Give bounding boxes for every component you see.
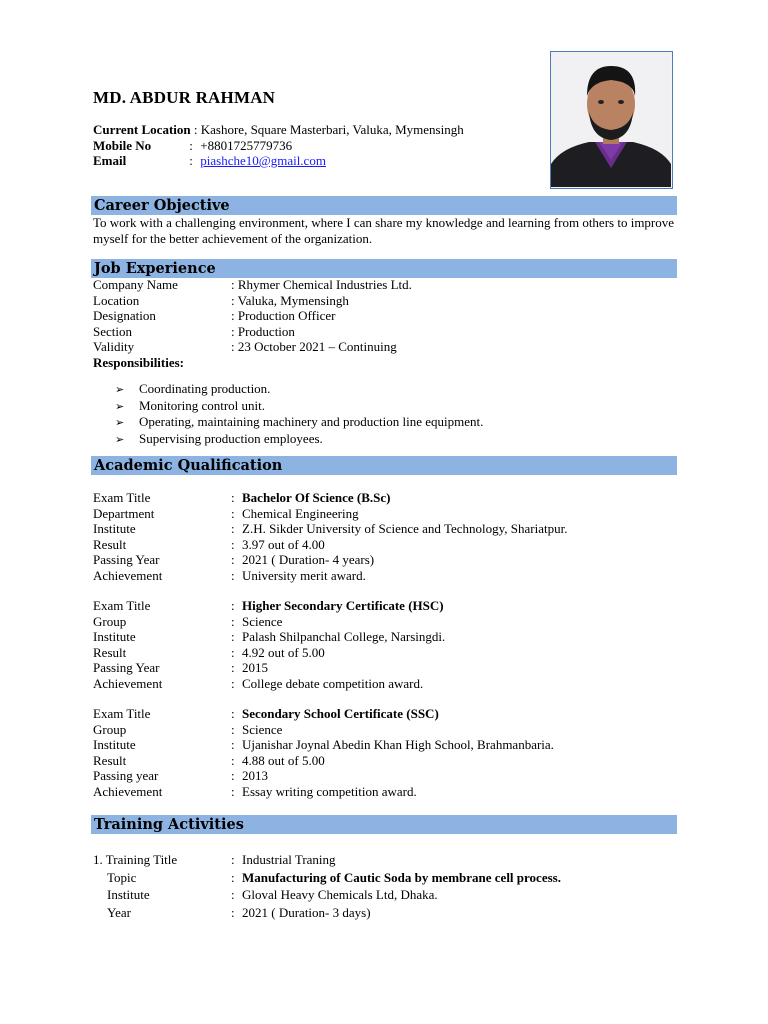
responsibilities-list <box>115 381 483 447</box>
table-row: Institute : Z.H. Sikder University of Science and Technology, Shariatpur. <box>93 521 568 536</box>
list-item: ➢ Supervising production employees. <box>115 430 323 446</box>
academic-qualification-heading: Academic Qualification <box>91 456 677 475</box>
arrow-bullet-icon: ➢ <box>115 416 125 429</box>
candidate-name: MD. ABDUR RAHMAN <box>93 88 276 107</box>
job-row: Section : Production <box>93 323 295 339</box>
table-row: 1. Training Title : Industrial Traning <box>93 852 336 867</box>
list-item: ➢ Coordinating production. <box>115 381 271 396</box>
job-details <box>93 277 412 355</box>
table-row: Exam Title : Secondary School Certificate (SSC) <box>93 706 439 721</box>
table-row: Group : Science <box>93 613 283 629</box>
location-value: Kashore, Square Masterbari, Valuka, Mymensingh <box>200 122 464 137</box>
person-portrait-icon <box>551 52 671 187</box>
table-row: Department : Chemical Engineering <box>93 505 359 521</box>
arrow-bullet-icon: ➢ <box>115 432 125 446</box>
table-row: Institute : Gloval Heavy Chemicals Ltd, Dhaka. <box>107 887 438 902</box>
table-row: Achievement : Essay writing competition award. <box>93 783 417 799</box>
training-details <box>93 851 561 921</box>
table-row: Institute : Palash Shilpanchal College, Narsingdi. <box>93 629 446 644</box>
contact-location: Current Location : Kashore, Square Masterbari, Valuka, Mymensingh <box>93 122 464 137</box>
table-row: Passing year : 2013 <box>93 768 268 783</box>
mobile-value: +8801725779736 <box>200 137 293 153</box>
arrow-bullet-icon: ➢ <box>115 399 125 413</box>
career-objective-heading: Career Objective <box>91 196 677 215</box>
contact-email: Email : piashche10@gmail.com <box>93 153 326 168</box>
list-item: ➢ Operating, maintaining machinery and production line equipment. <box>115 414 484 429</box>
table-row: Result : 4.92 out of 5.00 <box>93 644 325 660</box>
training-activities-heading: Training Activities <box>91 815 677 834</box>
contact-mobile: Mobile No : +8801725779736 <box>93 137 293 153</box>
responsibilities-title: Responsibilities: <box>93 355 185 370</box>
table-row: Institute : Ujanishar Joynal Abedin Khan High School, Brahmanbaria. <box>93 737 554 752</box>
table-row: Passing Year : 2015 <box>93 660 268 675</box>
table-row: Passing Year : 2021 ( Duration- 4 years) <box>93 552 375 567</box>
contact-block <box>93 122 464 169</box>
academic-ssc <box>93 706 554 799</box>
career-objective-text: To work with a challenging environment, where I can share my knowledge and learning from others to improve myself for the better achievement of the organization. <box>93 215 675 246</box>
profile-photo <box>550 51 673 189</box>
table-row: Topic : Manufacturing of Cautic Soda by membrane cell process. <box>107 869 561 885</box>
table-row: Achievement : University merit award. <box>93 567 366 583</box>
table-row: Exam Title : Higher Secondary Certificate (HSC) <box>93 598 444 613</box>
table-row: Result : 3.97 out of 4.00 <box>93 536 325 552</box>
table-row: Group : Science <box>93 721 283 737</box>
list-item: ➢ Monitoring control unit. <box>115 397 266 413</box>
table-row: Year : 2021 ( Duration- 3 days) <box>107 904 371 920</box>
job-row: Location : Valuka, Mymensingh <box>93 292 349 308</box>
job-row: Company Name : Rhymer Chemical Industries Ltd. <box>93 277 412 292</box>
academic-bsc <box>93 490 567 583</box>
table-row: Exam Title : Bachelor Of Science (B.Sc) <box>93 490 391 505</box>
job-row: Designation : Production Officer <box>93 308 336 323</box>
table-row: Result : 4.88 out of 5.00 <box>93 752 325 768</box>
arrow-bullet-icon: ➢ <box>115 383 125 396</box>
job-row: Validity : 23 October 2021 – Continuing <box>93 339 397 354</box>
table-row: Achievement : College debate competition award. <box>93 675 424 691</box>
academic-hsc <box>93 598 445 691</box>
job-experience-heading: Job Experience <box>91 259 677 278</box>
email-link[interactable]: piashche10@gmail.com <box>200 153 326 168</box>
